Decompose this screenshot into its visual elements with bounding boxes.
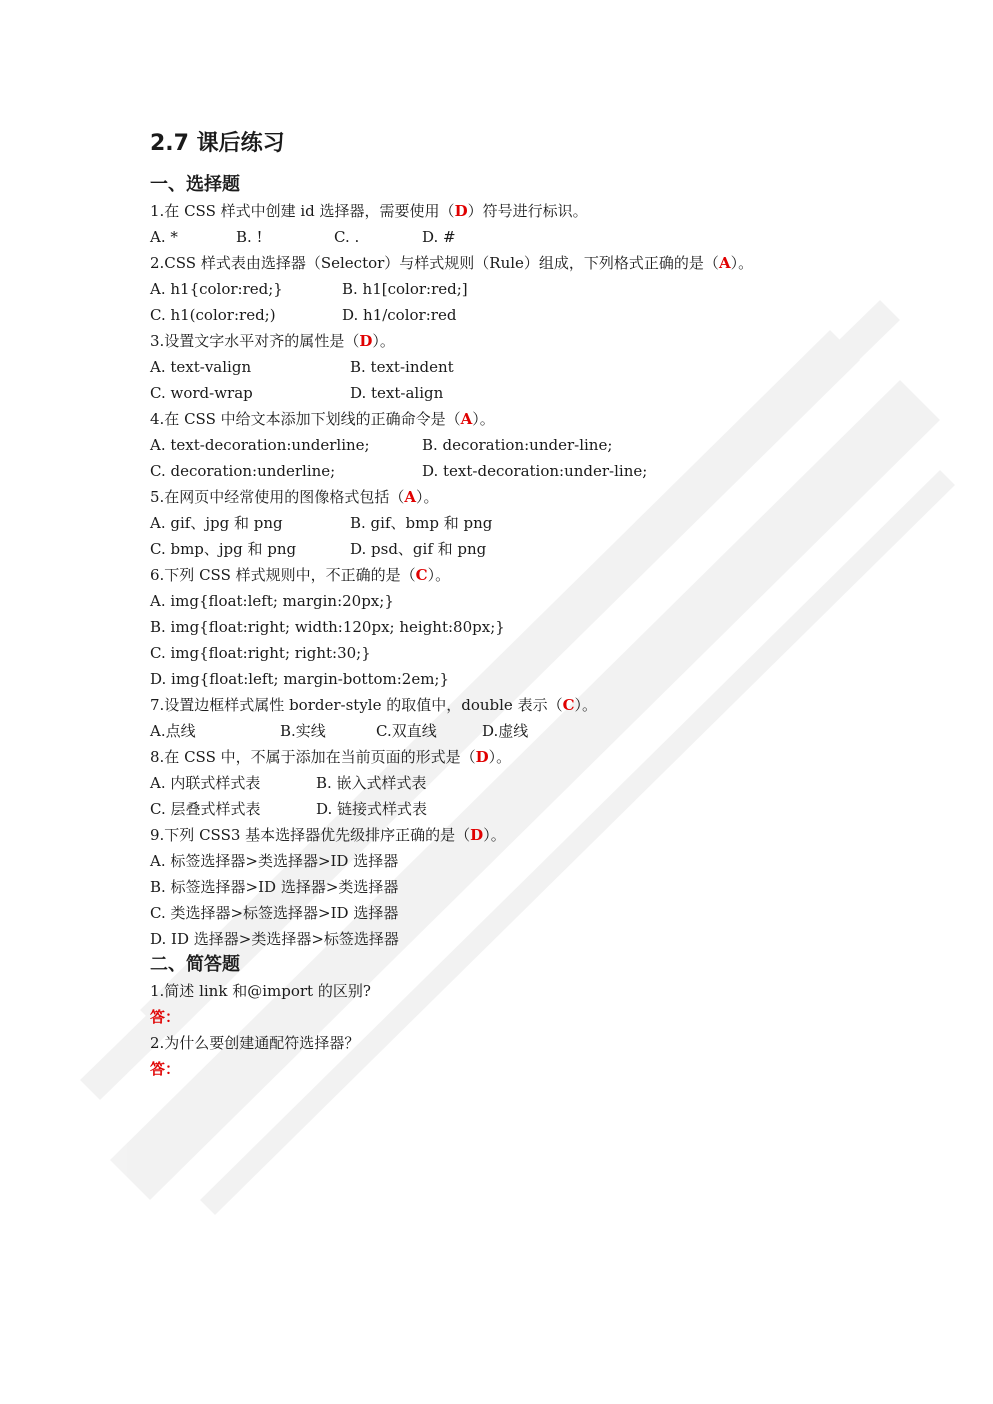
question-2-options-row1 xyxy=(150,276,870,302)
option-b: B. decoration:under-line; xyxy=(422,436,613,454)
option-d: D. img{float:left; margin-bottom:2em;} xyxy=(150,670,450,688)
option-c: C.双直线 xyxy=(376,722,437,740)
question-1-options xyxy=(150,224,870,250)
option-a: A. text-decoration:underline; xyxy=(150,436,370,454)
option-c: C. img{float:right; right:30;} xyxy=(150,644,371,662)
answer-mark: A xyxy=(404,488,416,506)
question-5: 5.在网页中经常使用的图像格式包括（A）。 xyxy=(150,488,439,506)
option-b: B. 标签选择器>ID 选择器>类选择器 xyxy=(150,878,399,896)
option-c: C. 层叠式样式表 xyxy=(150,800,261,818)
option-d: D. h1/color:red xyxy=(342,306,457,324)
option-c: C. 类选择器>标签选择器>ID 选择器 xyxy=(150,904,399,922)
option-b: B. ! xyxy=(236,228,263,246)
option-b: B. h1[color:red;] xyxy=(342,280,468,298)
question-2: 2.CSS 样式表由选择器（Selector）与样式规则（Rule）组成，下列格式正确的是（A）。 xyxy=(150,254,754,272)
option-c: C. bmp、jpg 和 png xyxy=(150,540,297,558)
answer-label: 答： xyxy=(150,1060,181,1078)
question-4-options-row1 xyxy=(150,432,870,458)
answer-mark: C xyxy=(415,566,428,584)
option-b: B. text-indent xyxy=(350,358,454,376)
answer-mark: D xyxy=(470,826,484,844)
question-7-options xyxy=(150,718,870,744)
short-question-2: 2.为什么要创建通配符选择器？ xyxy=(150,1034,360,1052)
answer-mark: D xyxy=(359,332,373,350)
page-title: 2.7 课后练习 xyxy=(150,131,285,156)
option-b: B.实线 xyxy=(280,722,326,740)
question-9: 9.下列 CSS3 基本选择器优先级排序正确的是（D）。 xyxy=(150,826,506,844)
option-a: A. 内联式样式表 xyxy=(150,774,261,792)
option-d: D. ID 选择器>类选择器>标签选择器 xyxy=(150,930,399,948)
option-c: C. h1(color:red;) xyxy=(150,306,276,324)
answer-mark: D xyxy=(454,202,468,220)
question-7: 7.设置边框样式属性 border-style 的取值中，double 表示（C）。 xyxy=(150,696,598,714)
option-d: D.虚线 xyxy=(482,722,529,740)
question-3-options-row2 xyxy=(150,380,870,406)
question-3: 3.设置文字水平对齐的属性是（D）。 xyxy=(150,332,395,350)
answer-mark: A xyxy=(718,254,731,272)
option-d: D. # xyxy=(422,228,456,246)
question-4-options-row2 xyxy=(150,458,870,484)
option-a: A. h1{color:red;} xyxy=(150,280,283,298)
section-choice-heading: 一、选择题 xyxy=(150,174,240,195)
option-b: B. gif、bmp 和 png xyxy=(350,514,493,532)
option-d: D. text-decoration:under-line; xyxy=(422,462,648,480)
answer-mark: A xyxy=(460,410,473,428)
question-8-options-row2 xyxy=(150,796,870,822)
answer-mark: D xyxy=(475,748,489,766)
short-question-1: 1.简述 link 和@import 的区别? xyxy=(150,982,371,1000)
question-2-options-row2 xyxy=(150,302,870,328)
option-d: D. psd、gif 和 png xyxy=(350,540,487,558)
option-c: C. . xyxy=(334,228,360,246)
option-c: C. word-wrap xyxy=(150,384,253,402)
option-d: D. 链接式样式表 xyxy=(316,800,428,818)
section-short-answer-heading: 二、简答题 xyxy=(150,954,240,975)
option-b: B. 嵌入式样式表 xyxy=(316,774,427,792)
option-a: A. gif、jpg 和 png xyxy=(150,514,283,532)
option-a: A. text-valign xyxy=(150,358,252,376)
answer-label: 答： xyxy=(150,1008,181,1026)
question-8: 8.在 CSS 中，不属于添加在当前页面的形式是（D）。 xyxy=(150,748,512,766)
question-6: 6.下列 CSS 样式规则中，不正确的是（C）。 xyxy=(150,566,451,584)
question-5-options-row2 xyxy=(150,536,870,562)
option-a: A.点线 xyxy=(150,722,196,740)
question-3-options-row1 xyxy=(150,354,870,380)
option-b: B. img{float:right; width:120px; height:80px;} xyxy=(150,618,505,636)
question-5-options-row1 xyxy=(150,510,870,536)
option-a: A. img{float:left; margin:20px;} xyxy=(150,592,394,610)
exercise-page xyxy=(150,128,870,1082)
question-4: 4.在 CSS 中给文本添加下划线的正确命令是（A）。 xyxy=(150,410,495,428)
option-d: D. text-align xyxy=(350,384,444,402)
question-1: 1.在 CSS 样式中创建 id 选择器，需要使用（D）符号进行标识。 xyxy=(150,202,588,220)
option-a: A. * xyxy=(150,228,178,246)
option-a: A. 标签选择器>类选择器>ID 选择器 xyxy=(150,852,399,870)
option-c: C. decoration:underline; xyxy=(150,462,336,480)
answer-mark: C xyxy=(562,696,575,714)
question-8-options-row1 xyxy=(150,770,870,796)
